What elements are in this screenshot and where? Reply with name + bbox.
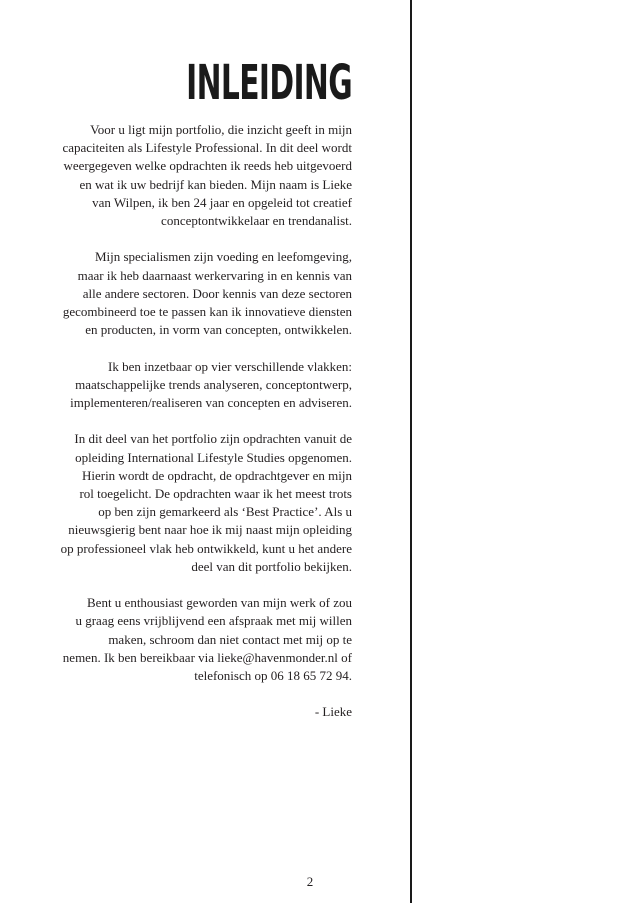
text-line: Voor u ligt mijn portfolio, die inzicht geeft in mijn bbox=[90, 122, 352, 137]
text-line: - Lieke bbox=[314, 704, 352, 720]
text-line: alle andere sectoren. Door kennis van deze sectoren bbox=[82, 285, 352, 301]
text-line: nemen. Ik ben bereikbaar via lieke@havenmonder.nl of bbox=[62, 649, 352, 665]
text-line: op professioneel vlak heb ontwikkeld, kunt u het andere bbox=[60, 540, 352, 556]
paragraph-contact bbox=[60, 594, 352, 685]
text-line: conceptontwikkelaar en trendanalist. bbox=[161, 213, 352, 229]
text-line: maken, schroom dan niet contact met mij op te bbox=[108, 631, 352, 647]
text-line: Bent u enthousiast geworden van mijn werk of zou bbox=[87, 595, 352, 611]
text-line: maatschappelijke trends analyseren, conceptontwerp, bbox=[75, 376, 352, 392]
text-line: maar ik heb daarnaast werkervaring in en kennis van bbox=[77, 267, 352, 283]
text-line: nieuwsgierig bent naar hoe ik mij naast mijn opleiding bbox=[68, 522, 352, 538]
text-line: opleiding International Lifestyle Studies opgenomen. bbox=[75, 449, 352, 465]
text-line: capaciteiten als Lifestyle Professional. In dit deel wordt bbox=[62, 140, 352, 156]
text-line: weergegeven welke opdrachten ik reeds heb uitgevoerd bbox=[63, 158, 352, 174]
text-line: van Wilpen, ik ben 24 jaar en opgeleid tot creatief bbox=[92, 194, 352, 210]
text-line: Hierin wordt de opdracht, de opdrachtgever en mijn bbox=[81, 467, 352, 483]
text-line: en wat ik uw bedrijf kan bieden. Mijn naam is Lieke bbox=[79, 176, 352, 192]
signature bbox=[60, 703, 352, 721]
page-number: 2 bbox=[306, 874, 314, 889]
text-line: gecombineerd toe te passen kan ik innovatieve diensten bbox=[62, 304, 352, 320]
paragraph-intro bbox=[60, 121, 352, 230]
text-line: In dit deel van het portfolio zijn opdrachten vanuit de bbox=[74, 431, 352, 447]
paragraph-specialisms bbox=[60, 248, 352, 339]
paragraph-areas bbox=[60, 358, 352, 413]
text-line: rol toegelicht. De opdrachten waar ik het meest trots bbox=[79, 486, 352, 502]
page-title: INLEIDING bbox=[186, 55, 352, 111]
text-line: telefonisch op 06 18 65 72 94. bbox=[194, 668, 352, 684]
text-line: deel van dit portfolio bekijken. bbox=[191, 558, 352, 574]
text-line: Ik ben inzetbaar op vier verschillende vlakken: bbox=[107, 358, 352, 374]
text-column bbox=[60, 121, 352, 740]
text-line: op ben zijn gemarkeerd als ‘Best Practice’. Als u bbox=[98, 504, 352, 520]
vertical-divider bbox=[410, 0, 412, 903]
text-line: u graag eens vrijblijvend een afspraak met mij willen bbox=[75, 613, 352, 629]
paragraph-portfolio bbox=[60, 430, 352, 576]
text-line: en producten, in vorm van concepten, ontwikkelen. bbox=[85, 322, 352, 338]
text-line: Mijn specialismen zijn voeding en leefomgeving, bbox=[94, 249, 352, 265]
text-line: implementeren/realiseren van concepten en adviseren. bbox=[70, 395, 352, 411]
